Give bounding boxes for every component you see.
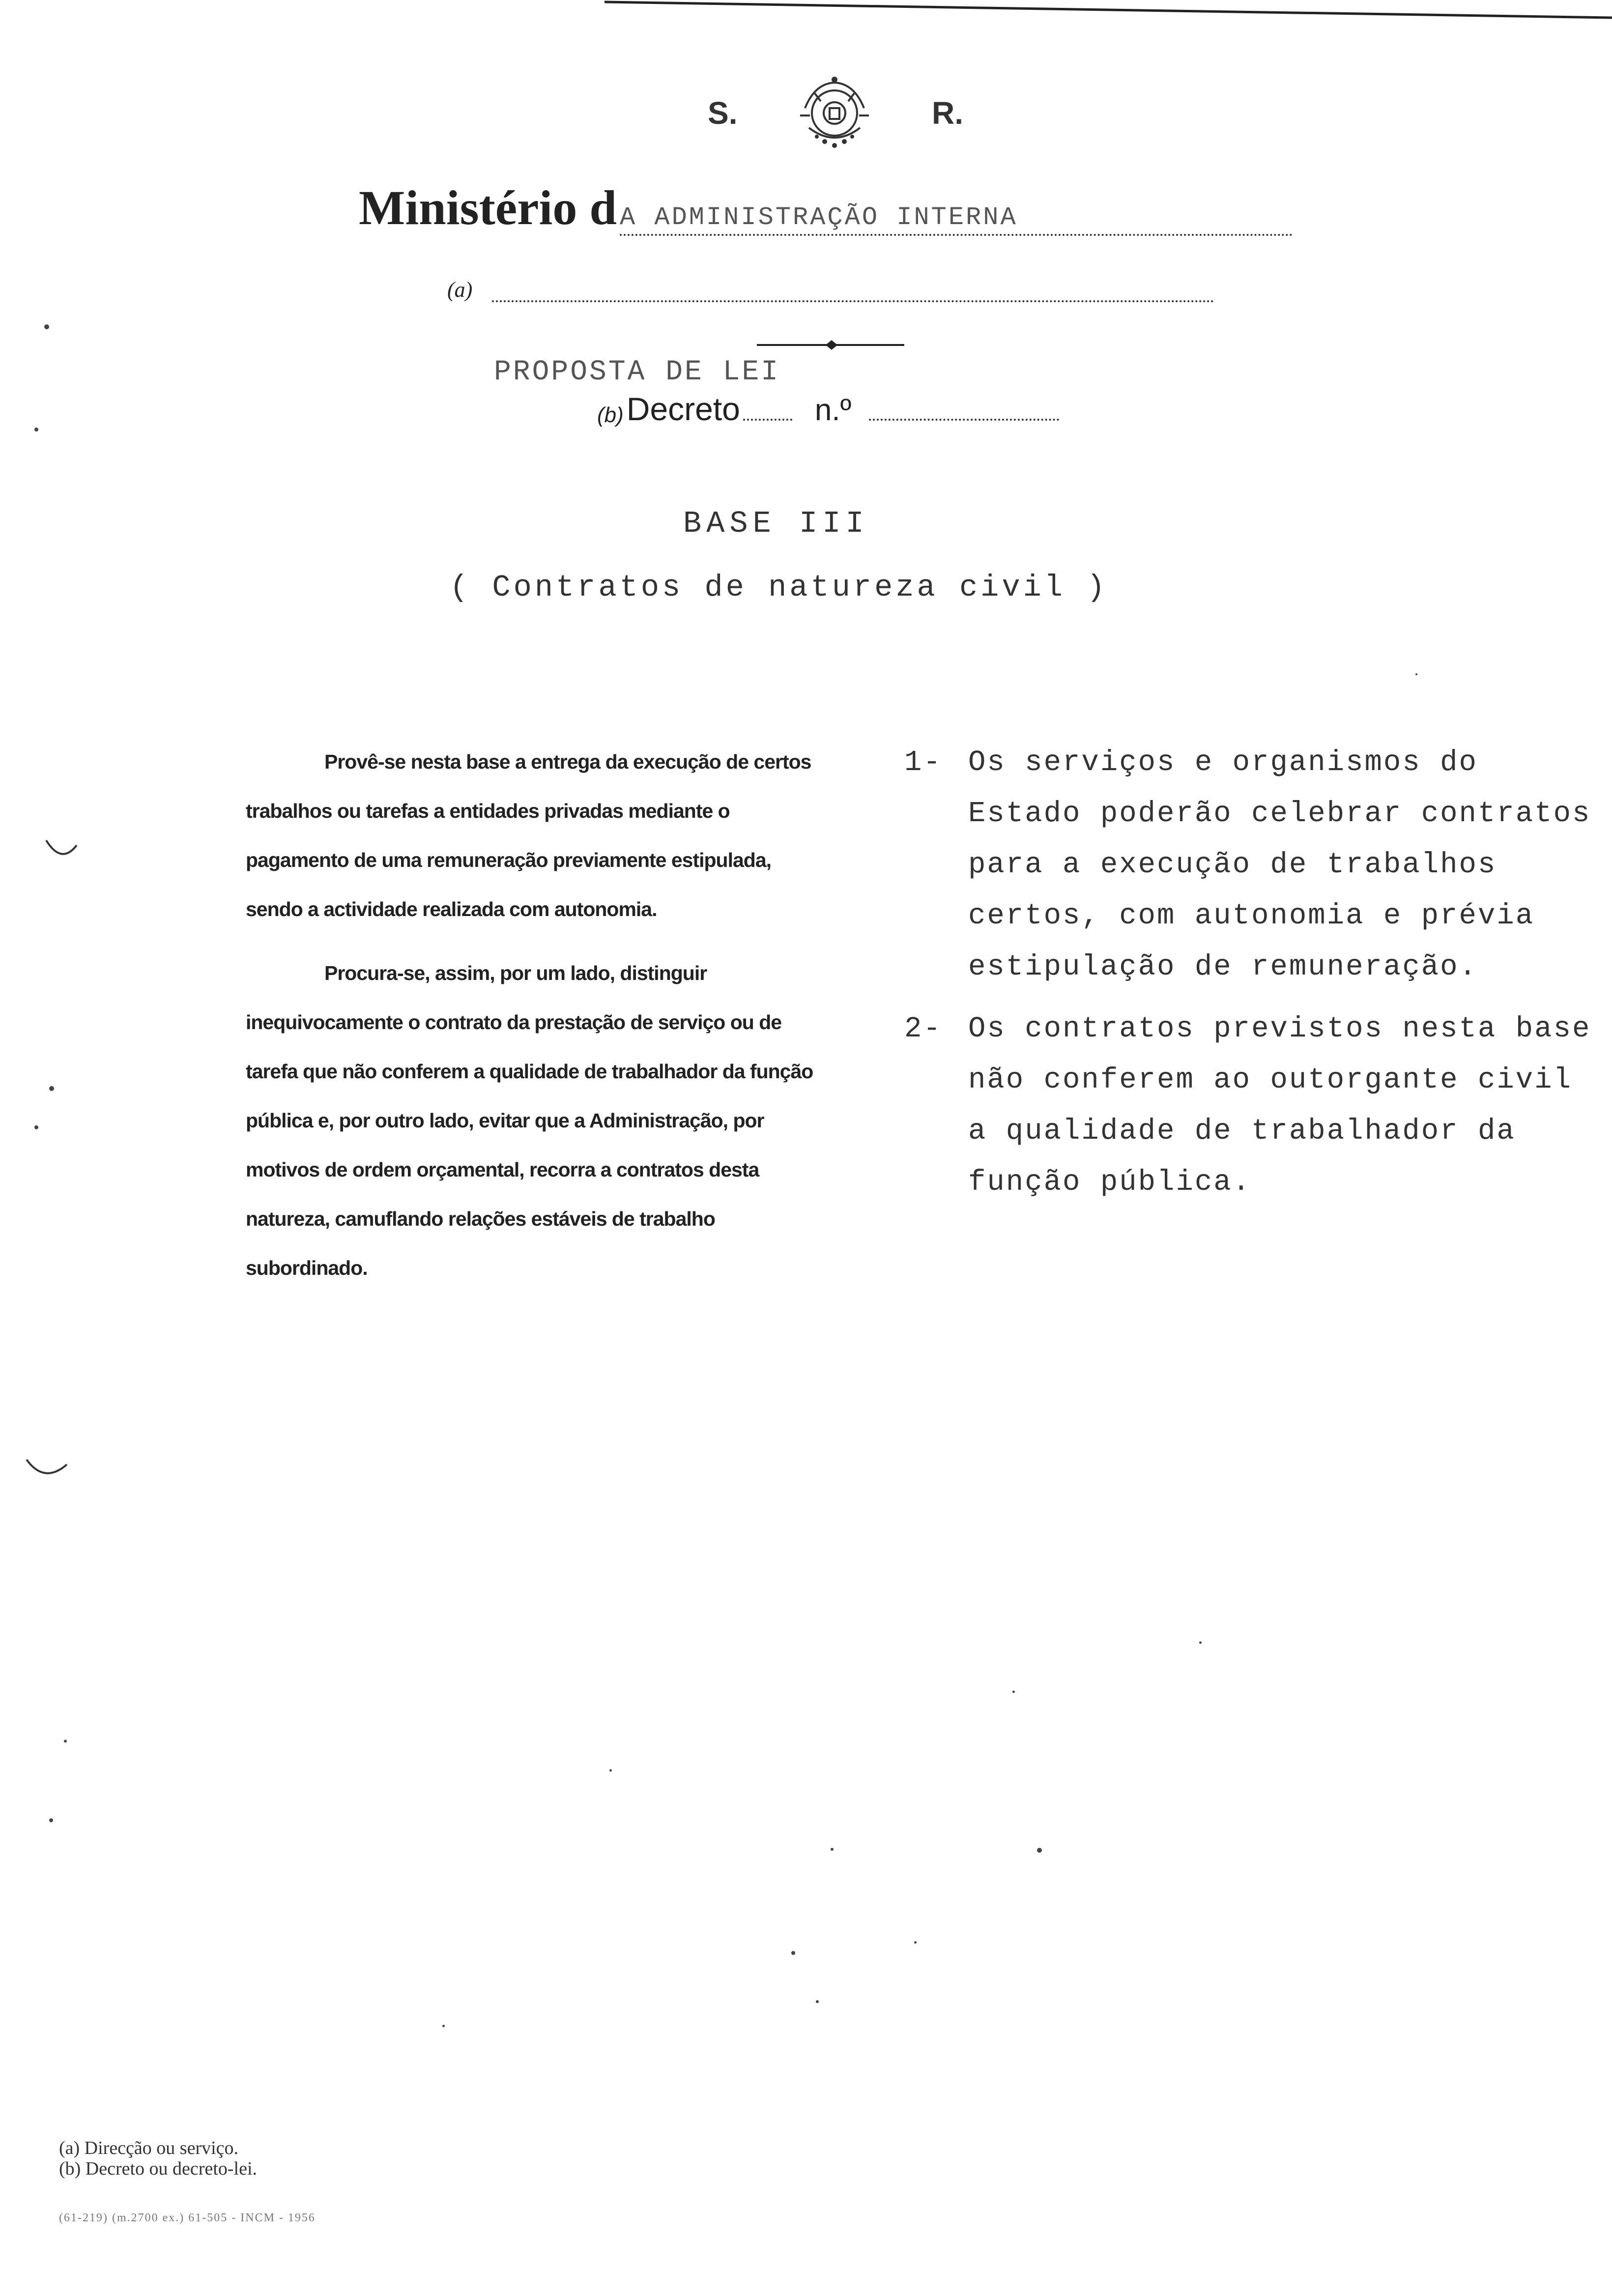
- scan-speck: [44, 324, 49, 329]
- binder-mark-icon: [25, 1455, 69, 1484]
- footnote-b: (b) Decreto ou decreto-lei.: [59, 2158, 258, 2179]
- base-articles: [904, 737, 1592, 1219]
- decree-prefix: (b): [597, 403, 624, 427]
- article-text: Os contratos previstos nesta base não conferem ao outorgante civil a qualidade de trabalhador da função pública.: [968, 1012, 1591, 1199]
- scan-speck: [831, 1848, 834, 1851]
- note-paragraph: Provê-se nesta base a entrega da execução de certos trabalhos ou tarefas a entidades privadas mediante o pagamento de uma remuneração previamente estipulada, sendo a actividade realizada com autonomia.: [246, 750, 811, 920]
- base-subtitle: ( Contratos de natureza civil ): [450, 570, 1108, 605]
- article-text: Os serviços e organismos do Estado poderão celebrar contratos para a execução de trabalhos certos, com autonomia e prévia estipulação de remuneração.: [968, 746, 1591, 983]
- service-dotted-fill: [492, 295, 1214, 302]
- binder-mark-icon: [44, 835, 79, 865]
- footnotes: [59, 2138, 257, 2179]
- decree-number-fill: [869, 414, 1059, 421]
- scan-speck: [609, 1769, 612, 1772]
- ministry-title: Ministério d: [359, 180, 617, 235]
- ministry-line: [359, 167, 1293, 236]
- scan-speck: [1037, 1848, 1042, 1853]
- scan-speck: [49, 1086, 54, 1091]
- article-item: [904, 737, 1592, 993]
- decree-word: Decreto: [626, 391, 740, 427]
- article-number: 2-: [904, 1012, 942, 1045]
- top-edge-line: [604, 0, 1612, 20]
- decree-type-fill: [743, 414, 792, 421]
- service-line: [447, 268, 1214, 302]
- scan-speck: [49, 1818, 53, 1822]
- coat-of-arms-icon: [785, 74, 884, 152]
- header-s-letter: S.: [708, 95, 738, 131]
- scan-speck: [914, 1941, 917, 1944]
- explanatory-note: [246, 737, 816, 1307]
- article-item: [904, 1004, 1592, 1208]
- scan-speck: [34, 428, 38, 431]
- scan-speck: [1012, 1691, 1015, 1693]
- ministry-name-fill: A ADMINISTRAÇÃO INTERNA: [620, 203, 1293, 236]
- printer-imprint: (61-219) (m.2700 ex.) 61-505 - INCM - 1956: [59, 2211, 316, 2224]
- scan-speck: [1199, 1641, 1202, 1644]
- republic-header: [708, 74, 963, 152]
- decree-line: [597, 383, 1059, 428]
- scan-speck: [791, 1951, 795, 1955]
- header-r-letter: R.: [932, 95, 963, 131]
- article-number: 1-: [904, 746, 942, 779]
- decree-number-label: n.º: [814, 393, 852, 427]
- scan-speck: [816, 2000, 819, 2003]
- service-label: (a): [447, 278, 473, 302]
- proposal-stamp: PROPOSTA DE LEI: [494, 356, 780, 388]
- scan-speck: [34, 1125, 38, 1129]
- footnote-a: (a) Direcção ou serviço.: [59, 2138, 239, 2158]
- scan-speck: [1415, 673, 1417, 675]
- rule-ornament: [757, 339, 904, 351]
- base-heading: BASE III: [683, 506, 869, 541]
- scan-speck: [64, 1740, 67, 1743]
- scan-speck: [442, 2025, 445, 2027]
- note-paragraph: Procura-se, assim, por um lado, distinguir inequivocamente o contrato da prestação de serviço ou de tarefa que não conferem a qualidade de trabalhador da função pública e, por outro lado, evitar que a Administração, por motivos de ordem orçamental, recorra a contratos desta natureza, camuflando relações estáveis de trabalho subordinado.: [246, 962, 813, 1279]
